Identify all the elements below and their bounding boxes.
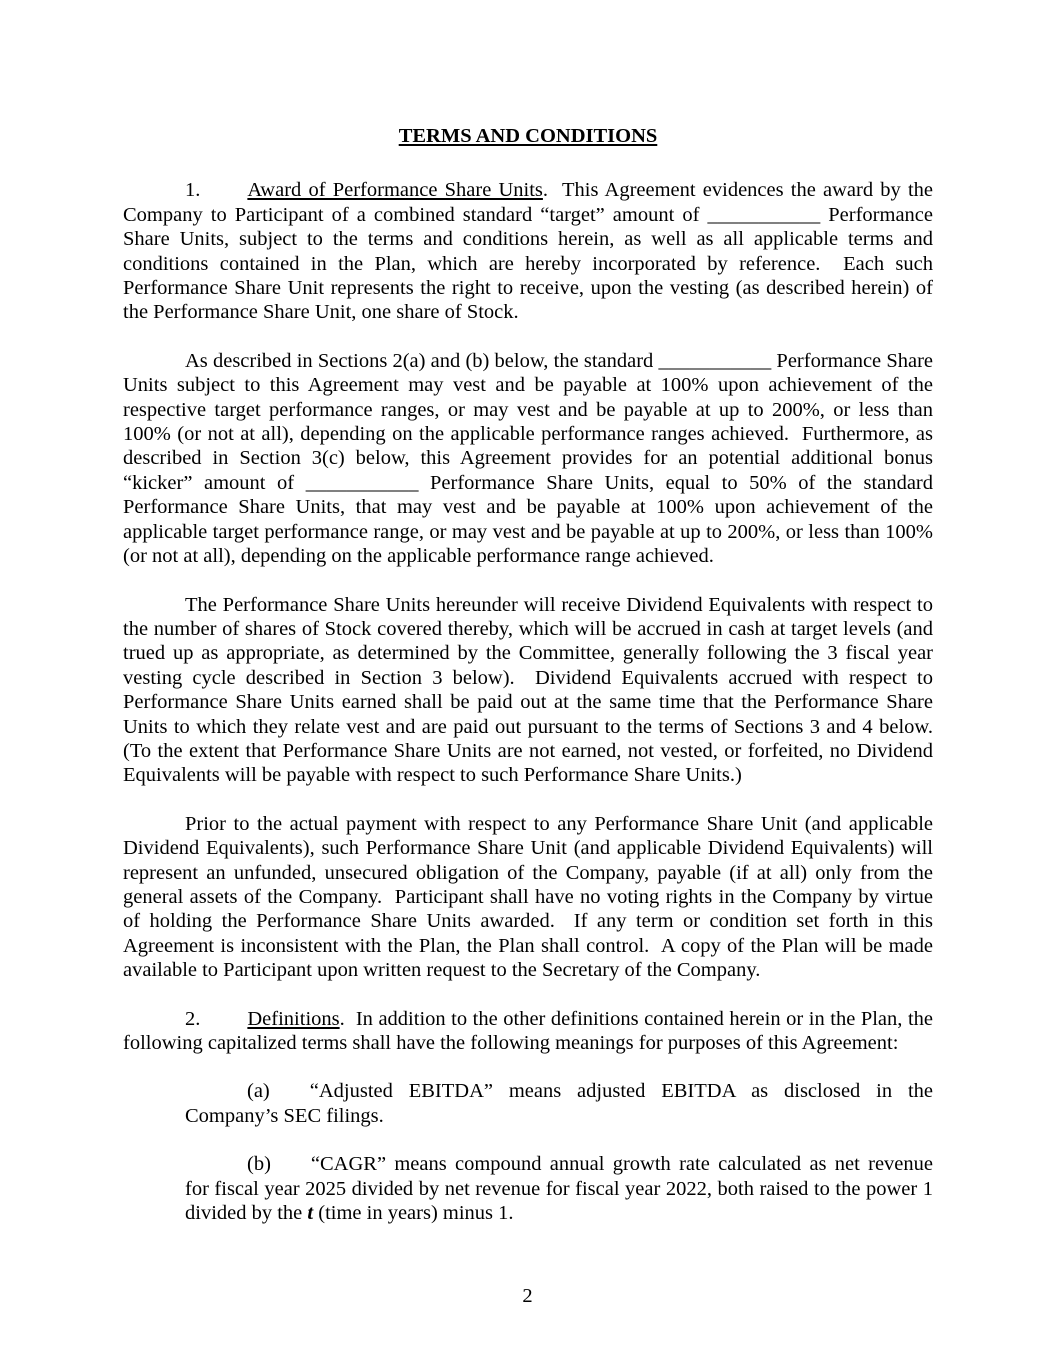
- tab-spacer: [270, 1096, 310, 1097]
- para-def-a-adjusted-ebitda: [185, 1079, 939, 1128]
- para-def-a-adjusted-ebitda-number: (a): [247, 1080, 270, 1103]
- page-title: TERMS AND CONDITIONS: [398, 125, 658, 147]
- para-4-text: Prior to the actual payment with respect to any Performance Share Unit (and applicable Dividend Equivalents), such Performance Share Unit (and applicable Dividend Equivalents) will represent an unfunded, unsecured obligation of the Company, payable (if at all) only from the general assets of the Company. Participant shall have no voting rights in the Company by virtue of holding the Performance Share Units awarded. If any term or condition set forth in this Agreement is inconsistent with the Plan, the Plan shall control. A copy of the Plan will be made available to Participant upon written request to the Secretary of the Company.: [123, 812, 939, 982]
- def-b-text-1: “CAGR” means compound annual growth rate calculated as net revenue for fiscal year 2025 divided by net revenue for fiscal year 2022, both raised to the power 1 divided by the: [185, 1153, 939, 1225]
- tab-spacer: [271, 1169, 311, 1170]
- para-2-text: As described in Sections 2(a) and (b) below, the standard ___________ Performance Share Units subject to this Agreement may vest and be payable at 100% upon achievement of the respective target performance ranges, or may vest and be payable at up to 200%, or less than 100% (or not at all), depending on the applicable performance ranges achieved. Furthermore, as described in Section 3(c) below, this Agreement provides for an potential additional bonus “kicker” amount of ___________ Performance Share Units, equal to 50% of the standard Performance Share Units, that may vest and be payable at 100% upon achievement of the applicable target performance range, or may vest and be payable at up to 200%, or less than 100% (or not at all), depending on the applicable performance range achieved.: [123, 349, 939, 568]
- para-1-award-number: 1.: [185, 179, 201, 202]
- section-1-heading: Award of Performance Share Units: [247, 179, 543, 202]
- para-3-text: The Performance Share Units hereunder will receive Dividend Equivalents with respect to the number of shares of Stock covered thereby, which will be accrued in cash at target levels (and trued up as appropriate, as determined by the Committee, generally following the 3 fiscal year vesting cycle described in Section 3 below). Dividend Equivalents accrued with respect to Performance Share Units earned shall be paid out at the same time that the Performance Share Units to which they relate vest and are paid out pursuant to the terms of Sections 3 and 4 below. (To the extent that Performance Share Units are not earned, not vested, or forfeited, no Dividend Equivalents will be payable with respect to such Performance Share Units.): [123, 593, 944, 787]
- para-def-b-cagr-number: (b): [247, 1153, 271, 1176]
- tab-spacer: [200, 195, 247, 196]
- para-5-text: . In addition to the other definitions contained herein or in the Plan, the following capitalized terms shall have the following meanings for purposes of this Agreement:: [123, 1007, 939, 1054]
- para-5-definitions-number: 2.: [185, 1007, 201, 1030]
- document-content: [123, 124, 944, 1249]
- paragraphs: [123, 178, 944, 1225]
- para-def-b-cagr: [185, 1152, 939, 1225]
- para-4-unfunded-obligation: [123, 812, 939, 983]
- page-number: 2: [522, 1285, 533, 1307]
- section-2-heading: Definitions: [247, 1007, 340, 1030]
- tab-spacer: [200, 1024, 247, 1025]
- para-2-vesting: [123, 349, 939, 569]
- def-b-variable-t: t: [307, 1202, 314, 1225]
- para-3-dividend-equivalents: [123, 593, 944, 788]
- para-5-definitions: [123, 1007, 939, 1056]
- def-a-text: “Adjusted EBITDA” means adjusted EBITDA as disclosed in the Company’s SEC filings.: [185, 1080, 939, 1127]
- def-b-text-2: (time in years) minus 1.: [313, 1202, 514, 1225]
- para-1-award: [123, 178, 939, 324]
- para-1-text: . This Agreement evidences the award by the Company to Participant of a combined standard “target” amount of ___________ Performance Share Units, subject to the terms and conditions herein, as well as all applicable terms and conditions contained in the Plan, which are hereby incorporated by reference. Each such Performance Share Unit represents the right to receive, upon the vesting (as described herein) of the Performance Share Unit, one share of Stock.: [123, 179, 939, 324]
